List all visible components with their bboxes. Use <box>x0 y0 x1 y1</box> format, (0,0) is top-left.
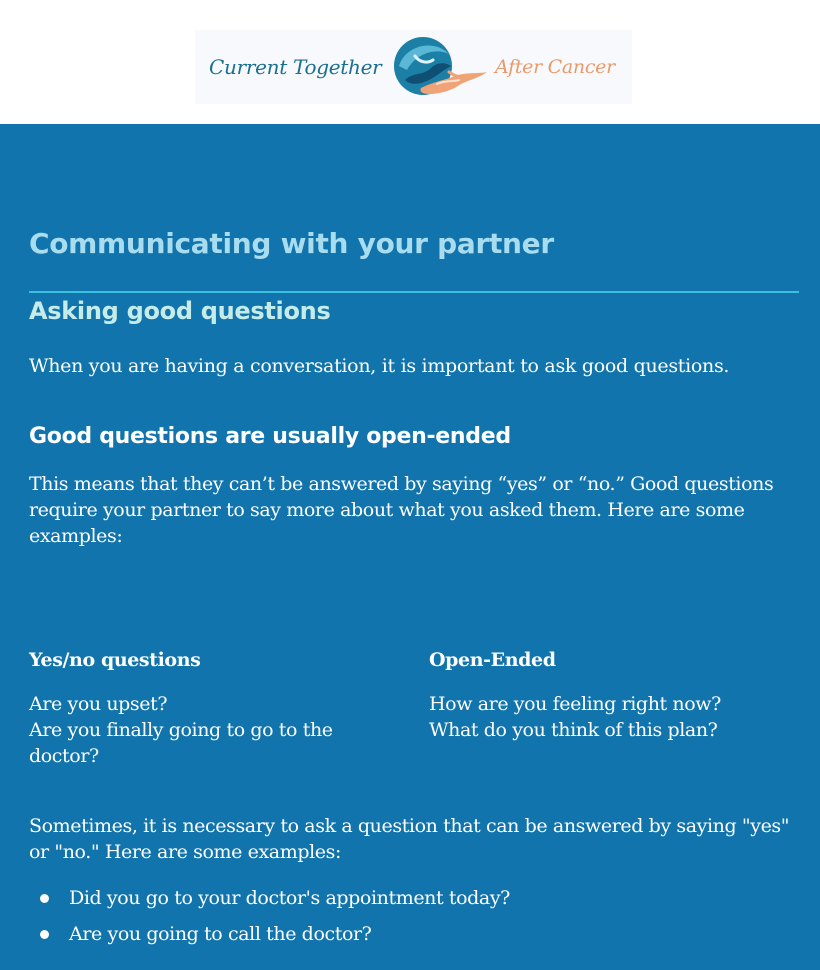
list-item: How are you feeling right now? <box>429 693 721 715</box>
logo-text-after-cancer: After Cancer <box>495 56 615 78</box>
site-header <box>0 0 820 124</box>
yes-no-heading: Yes/no questions <box>29 649 201 671</box>
bullet-icon <box>40 894 49 903</box>
logo-hands-icon <box>393 36 489 102</box>
title-divider <box>29 291 799 293</box>
yes-no-list <box>29 691 399 769</box>
bullet-icon <box>40 930 49 939</box>
open-ended-list <box>429 691 799 743</box>
list-item: Are you upset? <box>29 693 168 715</box>
list-item <box>29 921 510 947</box>
list-item: What do you think of this plan? <box>429 719 718 741</box>
yes-no-questions-column <box>29 647 399 769</box>
bullet-text: Did you go to your doctor's appointment today? <box>69 887 510 909</box>
open-ended-column-heading: Open-Ended <box>429 649 556 671</box>
yes-no-note-paragraph: Sometimes, it is necessary to ask a question that can be answered by saying "yes" or "no." Here are some examples: <box>29 815 790 863</box>
page-title: Communicating with your partner <box>29 227 554 260</box>
list-item: Are you finally going to go to the doctor? <box>29 719 333 767</box>
open-ended-heading: Good questions are usually open-ended <box>29 424 511 449</box>
site-logo[interactable] <box>195 30 632 104</box>
section-title: Asking good questions <box>29 297 331 325</box>
main-content <box>0 124 820 970</box>
logo-text-current-together: Current Together <box>209 55 382 79</box>
list-item <box>29 885 510 911</box>
intro-paragraph: When you are having a conversation, it is important to ask good questions. <box>29 355 730 377</box>
bullet-text: Are you going to call the doctor? <box>69 923 372 945</box>
explanation-paragraph: This means that they can’t be answered by saying “yes” or “no.” Good questions require your partner to say more about what you asked them. Here are some examples: <box>29 473 774 547</box>
open-ended-column <box>429 647 799 743</box>
bullet-list <box>29 885 510 957</box>
